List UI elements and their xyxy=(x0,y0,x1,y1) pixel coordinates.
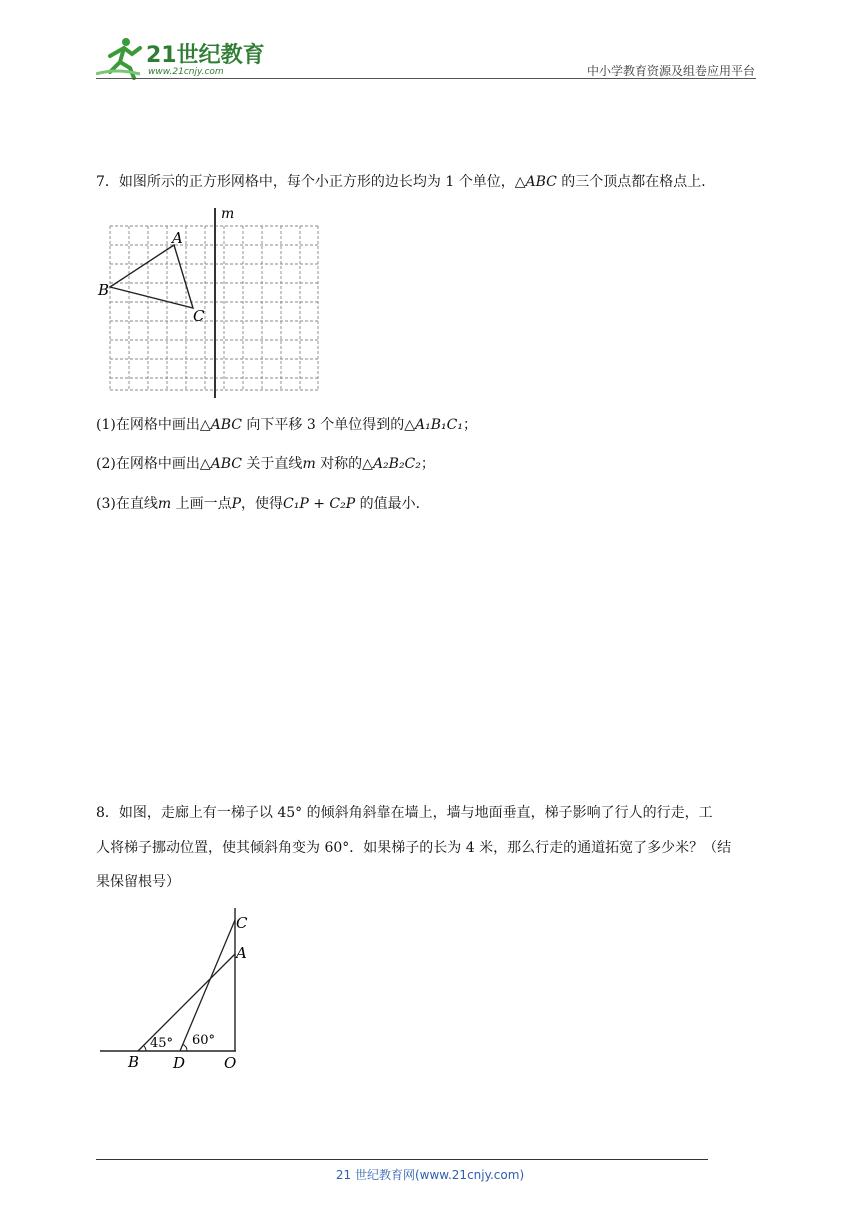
label-b: B xyxy=(98,281,110,299)
q7-part1: (1)在网格中画出△ABC 向下平移 3 个单位得到的△A₁B₁C₁； xyxy=(96,417,477,433)
q7-stem-triangle: △ABC xyxy=(514,174,557,190)
label-c8: C xyxy=(236,914,248,932)
label-c: C xyxy=(193,307,205,325)
header-platform-text: 中小学教育资源及组卷应用平台 xyxy=(586,64,755,78)
ladder-dc xyxy=(180,920,235,1051)
label-o8: O xyxy=(224,1054,237,1072)
q8-line2: 人将梯子挪动位置，使其倾斜角变为 60°．如果梯子的长为 4 米，那么行走的通道拓宽了多少米？（结 xyxy=(96,840,732,856)
angle-60-arc xyxy=(183,1045,187,1052)
label-b8: B xyxy=(128,1053,140,1071)
label-d8: D xyxy=(173,1054,186,1072)
logo-title: 21世纪教育 xyxy=(146,43,265,68)
runner-icon xyxy=(96,38,140,78)
q7-stem: 7．如图所示的正方形网格中，每个小正方形的边长均为 1 个单位，△ABC 的三个顶点都在格点上． xyxy=(96,174,716,190)
footer-link[interactable]: 21 世纪教育网(www.21cnjy.com) xyxy=(335,1168,525,1182)
angle-60-label: 60° xyxy=(192,1033,216,1048)
angle-45-arc xyxy=(144,1046,147,1052)
triangle-abc xyxy=(110,245,193,308)
angle-45-label: 45° xyxy=(150,1036,174,1051)
q7-part2: (2)在网格中画出△ABC 关于直线m 对称的△A₂B₂C₂； xyxy=(96,456,435,472)
q7-part3: (3)在直线m 上画一点P，使得C₁P + C₂P 的值最小． xyxy=(96,496,430,512)
header-divider xyxy=(96,78,756,79)
label-m: m xyxy=(221,206,235,222)
q8-line3: 果保留根号） xyxy=(96,874,180,890)
logo-url: www.21cnjy.com xyxy=(148,67,224,77)
q8-ladder-figure xyxy=(96,908,266,1078)
q7-grid-figure xyxy=(96,200,336,400)
site-logo xyxy=(96,34,266,80)
footer-divider xyxy=(96,1159,708,1160)
q8-line1: 8．如图，走廊上有一梯子以 45° 的倾斜角斜靠在墙上，墙与地面垂直，梯子影响了行人的行走，工 xyxy=(96,805,713,821)
label-a8: A xyxy=(236,944,247,962)
label-a: A xyxy=(172,229,183,247)
